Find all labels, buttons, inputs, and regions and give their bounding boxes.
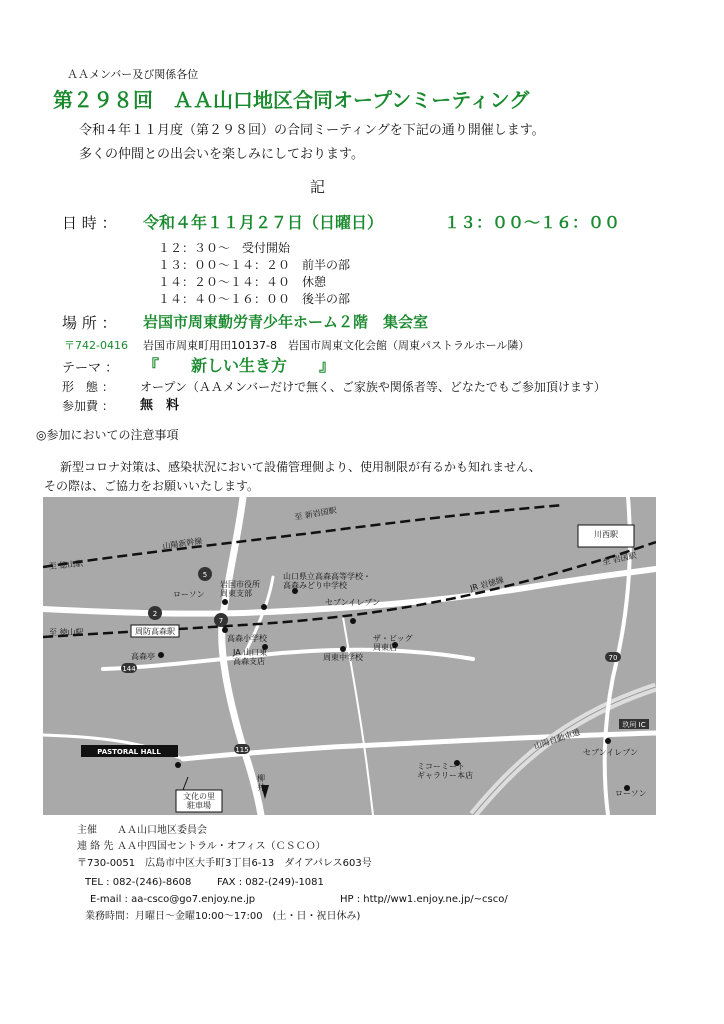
footer-email[interactable]: E-mail : aa-csco@go7.enjoy.ne.jp: [90, 894, 256, 905]
footer-address: 〒730-0051 広島市中区大手町3丁目6-13 ダイアパレス603号: [77, 858, 372, 869]
addressee: ＡＡメンバー及び関係各位: [67, 68, 199, 81]
jr-line: [43, 542, 656, 637]
poi-dot: [222, 599, 228, 605]
map-label: 至 岩国駅: [601, 550, 638, 567]
fee-value: 無 料: [140, 398, 180, 413]
poi-dot: [158, 652, 164, 658]
schedule-item: １２：３０〜 受付開始: [158, 241, 291, 255]
venue-label: 場 所 ：: [62, 314, 117, 332]
map-label: 高森小学校: [227, 634, 267, 643]
poi-dot: [340, 646, 346, 652]
event-date: 令和４年１１月２７日（日曜日）: [143, 213, 384, 232]
map-label: ザ・ビッグ周東店: [373, 634, 413, 652]
map-label: 周東中学校: [323, 653, 363, 662]
sponsor-label: 主催: [77, 825, 97, 836]
route-number: 7: [218, 617, 224, 625]
map-label: 山陽新幹線: [162, 536, 203, 551]
map-label: PASTORAL HALL: [97, 748, 161, 756]
route-number: 144: [122, 665, 136, 673]
map-label: ローソン: [615, 789, 647, 798]
poi-dot: [222, 627, 228, 633]
map-label: JA 山口東高森支店: [233, 648, 268, 666]
route-shield-7: [214, 613, 228, 627]
fee-label: 参加費 ：: [62, 399, 114, 413]
event-time: １３：００〜１６：００: [444, 213, 621, 232]
map-label: 山口県立高森高等学校・高森みどり中学校: [283, 572, 371, 590]
map-label: 川西駅: [594, 530, 618, 539]
route-shield-70: [605, 652, 621, 662]
poi-dot: [175, 762, 181, 768]
footer-hp[interactable]: HP : http//ww1.enjoy.ne.jp/~csco/: [340, 894, 508, 905]
map-label: 至 徳山駅: [49, 628, 84, 637]
schedule-item: １４：４０〜１６：００ 後半の部: [158, 292, 351, 306]
venue-address: 岩国市周東町用田10137-8 岩国市周東文化会館（周東パストラルホール隣）: [143, 339, 530, 352]
notice-line-1: 新型コロナ対策は、感染状況において設備管理側より、使用制限が有るかも知れません、: [60, 460, 541, 474]
route-shield-5: [198, 567, 212, 581]
footer-hours: 業務時間：月曜日〜金曜10:00〜17:00 (土・日・祝日休み): [85, 911, 361, 922]
intro-line-2: 多くの仲間との出会いを楽しみにしております。: [79, 147, 364, 162]
road-144: [103, 650, 473, 669]
footer-tel: TEL : 082-(246)-8608: [85, 877, 192, 888]
map-label: 山陽自動車道: [532, 727, 582, 751]
map-label: ローソン: [173, 590, 205, 599]
footer-fax: FAX : 082-(249)-1081: [217, 877, 324, 888]
contact-label: 連 絡 先: [77, 841, 114, 852]
contact: ＡＡ中四国セントラル・オフィス（ＣＳＣＯ）: [117, 841, 326, 852]
road-minor: [343, 617, 373, 815]
notice-heading: ◎参加においての注意事項: [36, 428, 179, 442]
map-label: 至 新岩国駅: [293, 505, 338, 522]
route-number: 5: [202, 571, 208, 579]
route-shield-144: [121, 663, 137, 673]
route-shield-115: [234, 744, 250, 754]
route-number: 2: [152, 610, 158, 618]
map-label: ミコーミートギャラリー本店: [417, 762, 473, 780]
map-label: 玖珂 IC: [622, 721, 646, 729]
venue-name: 岩国市周東勤労青少年ホーム２階 集会室: [143, 313, 429, 331]
access-map: [43, 497, 656, 815]
format-label: 形 態 ：: [62, 380, 114, 394]
map-label: 高森亭: [131, 652, 155, 661]
schedule-item: １４：２０〜１４：４０ 休憩: [158, 275, 327, 289]
poi-dot: [605, 738, 611, 744]
notice-line-2: その際は、ご協力をお願いいたします。: [44, 479, 260, 493]
sponsor: ＡＡ山口地区委員会: [117, 825, 207, 836]
map-label: 柳井: [257, 774, 265, 792]
theme-label: テーマ ：: [62, 361, 119, 376]
intro-line-1: 令和４年１１月度（第２９８回）の合同ミーティングを下記の通り開催します。: [79, 123, 545, 138]
page-title: 第２９８回 ＡＡ山口地区合同オープンミーティング: [53, 88, 530, 112]
map-label: セブンイレブン: [325, 598, 380, 607]
ki-heading: 記: [310, 178, 326, 196]
map-label: 岩国市役所周東支部: [220, 580, 260, 598]
route-number: 115: [235, 746, 249, 754]
map-label: 周防高森駅: [135, 627, 175, 636]
poi-dot: [350, 618, 356, 624]
map-label: JR 岩徳線: [469, 575, 505, 593]
venue-postal: 〒742-0416: [64, 339, 128, 352]
datetime-label: 日 時 ：: [62, 214, 117, 232]
theme-value: 『 新しい生き方 』: [143, 356, 336, 375]
map-label: 至 徳山駅: [48, 559, 84, 571]
route-shield-2: [148, 606, 162, 620]
map-graphic: [43, 497, 656, 815]
route-number: 70: [608, 654, 618, 662]
schedule-item: １３：００〜１４：２０ 前半の部: [158, 258, 351, 272]
pastoral-pointer: [183, 777, 188, 790]
map-label: 文化の里駐車場: [183, 792, 215, 810]
map-label: セブンイレブン: [583, 748, 638, 757]
format-value: オープン（ＡＡメンバーだけで無く、ご家族や関係者等、どなたでもご参加頂けます）: [140, 380, 606, 394]
poi-dot: [261, 604, 267, 610]
